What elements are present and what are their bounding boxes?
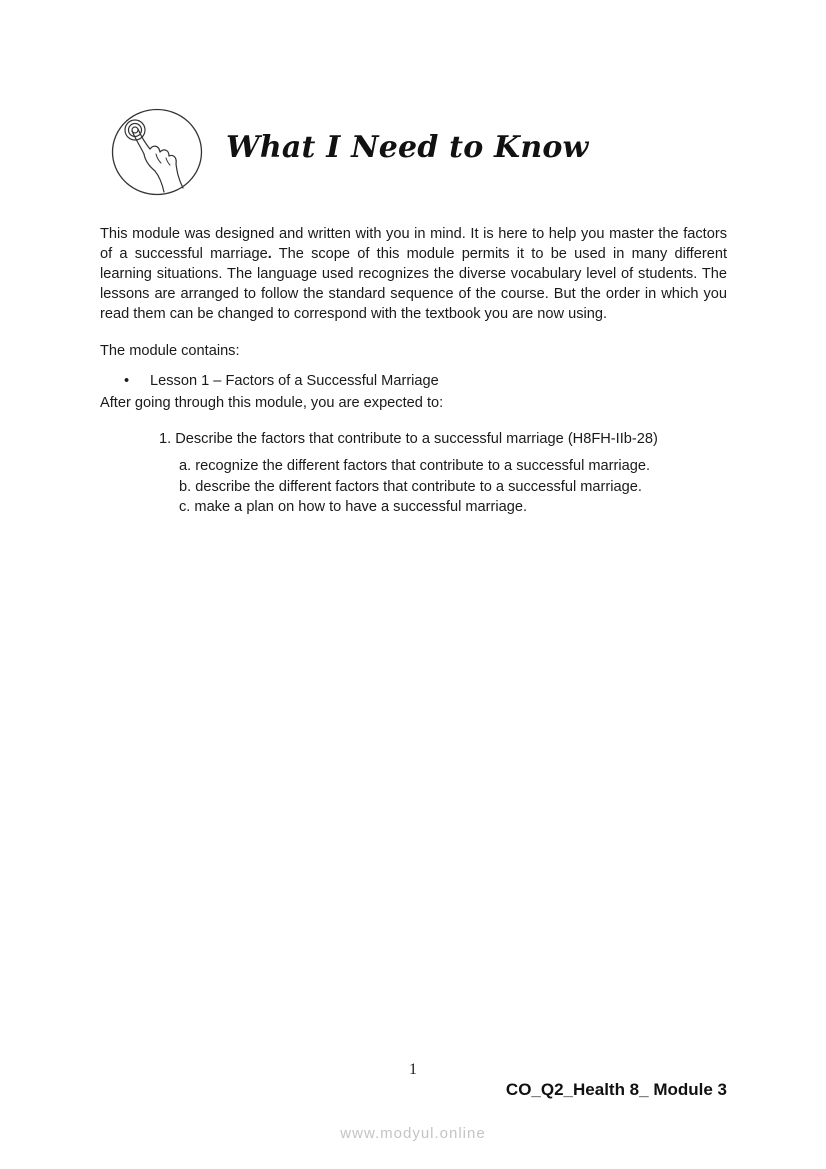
watermark: www.modyul.online xyxy=(340,1125,486,1142)
pointing-hand-icon xyxy=(111,108,203,196)
list-item xyxy=(100,371,727,391)
footer-module-code: CO_Q2_Health 8_ Module 3 xyxy=(505,1080,727,1099)
intro-text-part-1: This module was designed and written with you in mind. It is here to help you master the factors of a successful marriage xyxy=(100,226,727,262)
bullet-icon: • xyxy=(124,373,130,389)
module-content xyxy=(100,224,727,518)
list-item: c. make a plan on how to have a successful marriage. xyxy=(179,499,527,515)
page-number: 1 xyxy=(409,1061,417,1078)
expected-label: After going through this module, you are expected to: xyxy=(100,395,444,411)
lesson-label: Lesson 1 – Factors of a Successful Marriage xyxy=(150,373,439,389)
list-item: a. recognize the different factors that contribute to a successful marriage. xyxy=(179,458,651,474)
page-title: What I Need to Know xyxy=(226,130,589,165)
sub-objective-list xyxy=(179,456,727,518)
intro-paragraph xyxy=(100,224,727,324)
lesson-list xyxy=(100,371,727,391)
objective-item: 1. Describe the factors that contribute to a successful marriage (H8FH-IIb-28) xyxy=(159,431,658,447)
contains-label: The module contains: xyxy=(100,343,240,359)
intro-text-part-2: The scope of this module permits it to be used in many different learning situations. The language used recognizes the diverse vocabulary level of students. The lessons are arranged to follow the standard sequence of the course. But the order in which you read them can be changed to correspond with the textbook you are now using. xyxy=(100,246,727,322)
intro-bold-period: . xyxy=(267,246,272,262)
list-item: b. describe the different factors that contribute to a successful marriage. xyxy=(179,478,642,495)
